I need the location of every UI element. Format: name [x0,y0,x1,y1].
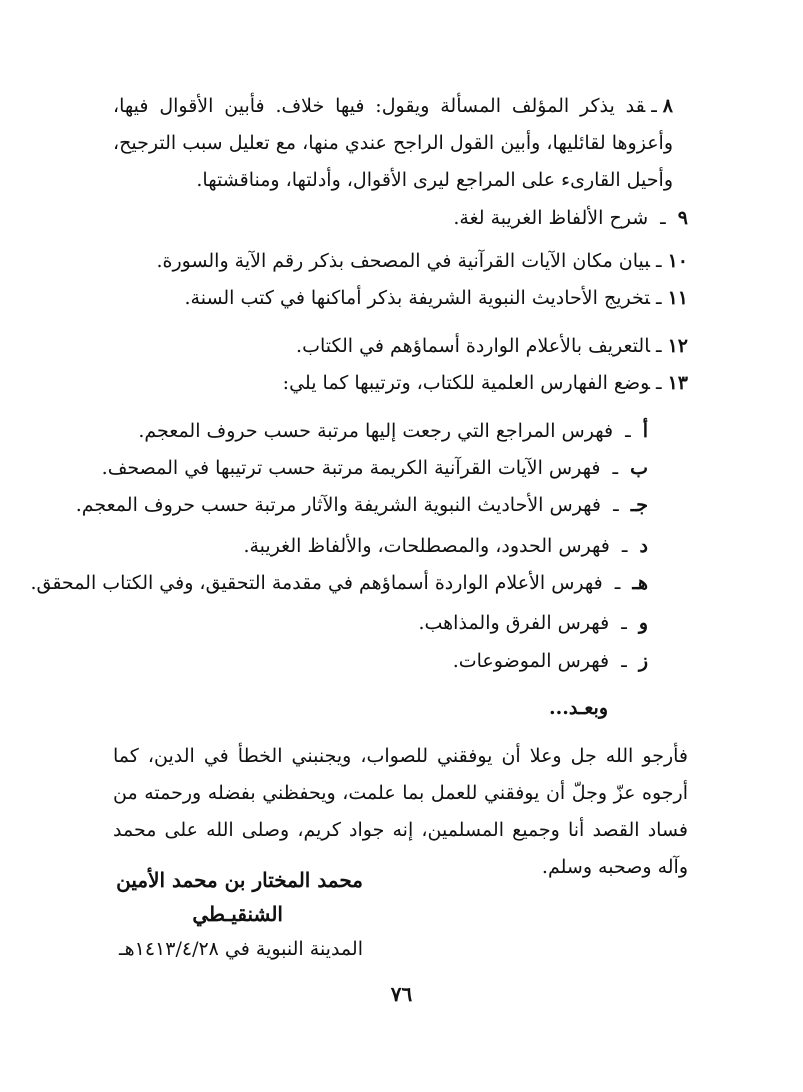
subitem-alef: أ ـ فهرس المراجع التي رجعت إليها مرتبة حسب حروف المعجم. [138,420,648,442]
subitem-waw: و ـ فهرس الفرق والمذاهب. [418,612,648,634]
subitem-ha: هـ ـ فهرس الأعلام الواردة أسماؤهم في مقدمة التحقيق، وفي الكتاب المحقق. [30,572,648,594]
item-13: ١٣ـوضع الفهارس العلمية للكتاب، وترتيبها كما يلي: [282,372,688,394]
author-nisba: الشنقيـطي [192,902,283,926]
page-number: ٧٦ [390,982,413,1006]
subitem-zay: ز ـ فهرس الموضوعات. [452,650,648,672]
place-and-date: المدينة النبوية في ١٤١٣/٤/٢٨هـ [119,938,363,960]
item-11: ١١ـتخريج الأحاديث النبوية الشريفة بذكر أماكنها في كتب السنة. [184,287,688,309]
closing-paragraph: فأرجو الله جل وعلا أن يوفقني للصواب، ويجنبني الخطأ في الدين، كما أرجوه عزّ وجلّ أن يوفقني للعمل بما علمت، ويحفظني بفضله ورحمته من فساد القصد أنا وجميع المسلمين، إنه جواد كريم، وصلى الله على محمد وآله وصحبه وسلم. [113,745,688,878]
subitem-ba: ب ـ فهرس الآيات القرآنية الكريمة مرتبة حسب ترتيبها في المصحف. [101,457,648,479]
item-text: قد يذكر المؤلف المسألة ويقول: فيها خلاف. فأبين الأقوال فيها، وأعزوها لقائليها، وأبين القول الراجح عندي منها، مع تعليل سبب الترجيح، وأحيل القارىء على المراجع ليرى الأقوال، وأدلتها، ومناقشتها. [113,95,673,191]
item-9: ٩ ـ شرح الألفاظ الغريبة لغة. [453,207,688,229]
subitem-dal: د ـ فهرس الحدود، والمصطلحات، والألفاظ الغريبة. [243,535,648,557]
item-number: ٨ [662,95,673,117]
author-name: محمد المختار بن محمد الأمين [116,868,363,892]
item-12: ١٢ـالتعريف بالأعلام الواردة أسماؤهم في الكتاب. [296,335,688,357]
item-10: ١٠ـبيان مكان الآيات القرآنية في المصحف بذكر رقم الآية والسورة. [156,250,688,272]
subitem-jim: جـ ـ فهرس الأحاديث النبوية الشريفة والآثار مرتبة حسب حروف المعجم. [75,494,648,516]
transition-heading: وبعـد... [548,697,608,719]
item-8-paragraph: ٨ـقد يذكر المؤلف المسألة ويقول: فيها خلاف. فأبين الأقوال فيها، وأعزوها لقائليها، وأبين القول الراجح عندي منها، مع تعليل سبب الترجيح، وأحيل القارىء على المراجع ليرى الأقوال، وأدلتها، ومناقشتها. [113,95,673,191]
